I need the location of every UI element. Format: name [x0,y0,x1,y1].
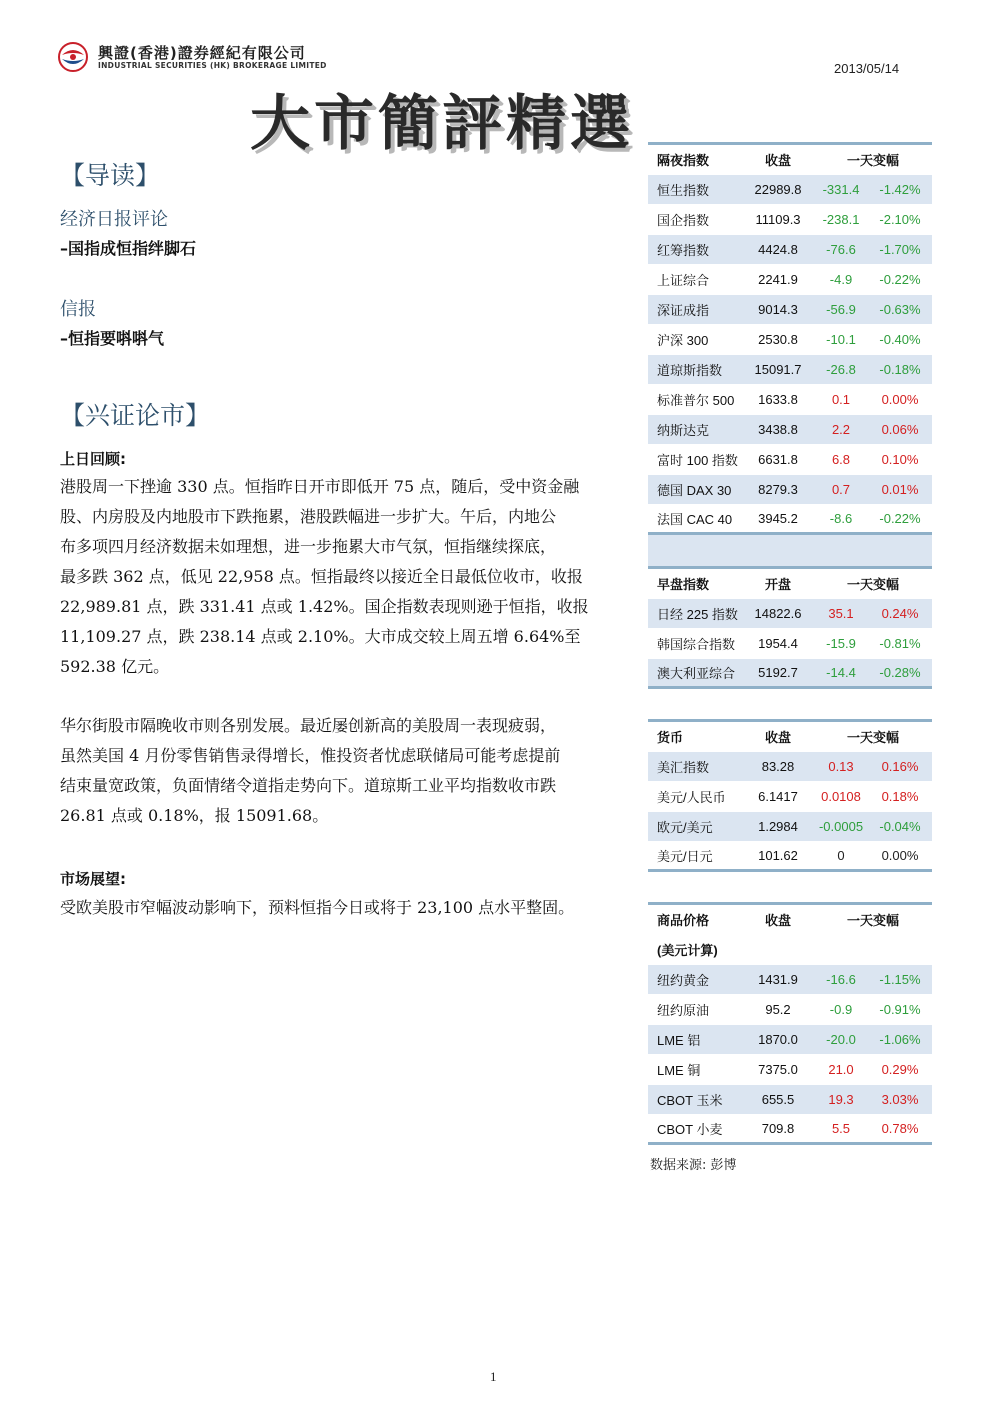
table-row [648,1085,932,1115]
row-pct: -0.63% [879,302,921,317]
header-cell: 收盘 [764,153,791,168]
row-change: 21.0 [828,1062,854,1077]
row-name: 澳大利亚综合 [657,666,736,681]
row-change: 0.13 [828,759,854,774]
row-pct: -0.18% [879,362,921,377]
row-pct: 0.29% [881,1062,919,1077]
row-change: -0.9 [829,1002,853,1017]
row-change: 0.1 [831,392,851,407]
header-cell: 早盘指数 [657,577,710,592]
row-change: -20.0 [826,1032,856,1047]
table-row [648,325,932,355]
company-logo-icon [58,42,88,72]
intro-headline-2: –恒指要唞唞气 [60,329,165,348]
row-pct: -0.22% [879,511,921,526]
header-cell: 一天变幅 [846,153,899,168]
row-close: 95.2 [765,1002,791,1017]
table-row [648,782,932,812]
row-name: CBOT 玉米 [657,1093,723,1108]
table-row [648,812,932,842]
page-title: 大市簡評精選 [250,89,634,159]
header-cell: 收盘 [764,730,791,745]
intro-headline-1: –国指成恒指绊脚石 [60,239,197,258]
commentary-heading: 【兴证论市】 [60,401,211,430]
header-cell: 商品价格 [657,913,710,928]
table-row [648,175,932,205]
row-name: 上证综合 [657,273,710,288]
row-pct: -1.15% [879,972,921,987]
row-close: 14822.6 [754,606,802,621]
row-change: 0.7 [831,482,851,497]
data-source-note: 数据来源: 彭博 [650,1158,737,1173]
row-name: 纳斯达克 [657,423,710,438]
row-pct: 0.10% [881,452,919,467]
row-name: 日经 225 指数 [657,607,738,622]
overnight-index-table [648,142,932,567]
table-row [648,965,932,995]
review-line: 11,109.27 点，跌 238.14 点或 2.10%。大市成交较上周五增 6.64%至 [60,627,581,646]
row-close: 6631.8 [758,452,798,467]
header-cell: 一天变幅 [846,913,899,928]
row-close: 3438.8 [758,422,798,437]
row-close: 6.1417 [758,789,798,804]
row-change: 0 [837,848,845,863]
header-cell: (美元计算) [657,943,718,958]
row-change: -0.0005 [818,819,864,834]
table-row [648,995,932,1025]
row-name: LME 铜 [657,1063,701,1078]
table-header [648,569,932,599]
row-name: 纽约黄金 [657,973,710,988]
row-close: 1954.4 [758,636,798,651]
review-paragraph [60,472,632,682]
row-change: 19.3 [828,1092,854,1107]
row-close: 101.62 [758,848,798,863]
intro-source-1: 经济日报评论 [60,209,168,230]
row-change: -331.4 [822,182,860,197]
row-pct: 3.03% [881,1092,919,1107]
report-date: 2013/05/14 [834,61,900,76]
row-name: 深证成指 [657,303,710,318]
table-row [648,445,932,475]
row-pct: 0.16% [881,759,919,774]
row-close: 1.2984 [758,819,798,834]
review-line: 最多跌 362 点，低见 22,958 点。恒指最终以接近全日最低位收市，收报 [60,567,583,586]
row-name: 美元/日元 [657,849,713,864]
row-pct: 0.24% [881,606,919,621]
commodity-table [648,902,932,1145]
table-row [648,475,932,505]
table-row [648,235,932,265]
company-name-en: INDUSTRIAL SECURITIES (HK) BROKERAGE LIMITED [98,61,327,70]
row-name: 法国 CAC 40 [657,512,733,527]
row-name: 沪深 300 [657,333,709,348]
row-close: 1870.0 [758,1032,798,1047]
header-cell: 一天变幅 [846,730,899,745]
currency-table [648,719,932,872]
header-cell: 开盘 [764,577,791,592]
review-line: 港股周一下挫逾 330 点。恒指昨日开市即低开 75 点，随后，受中资金融 [60,477,580,496]
row-pct: -1.42% [879,182,921,197]
row-pct: -0.40% [879,332,921,347]
row-pct: 0.78% [881,1121,919,1136]
row-close: 7375.0 [758,1062,798,1077]
table-row [648,355,932,385]
row-pct: 0.00% [881,392,919,407]
row-name: 美元/人民币 [657,790,726,805]
row-name: 红筹指数 [657,243,710,258]
row-change: -238.1 [822,212,860,227]
row-name: 国企指数 [657,213,710,228]
row-change: 35.1 [828,606,854,621]
row-change: -15.9 [826,636,856,651]
row-pct: 0.18% [881,789,919,804]
row-name: 欧元/美元 [657,820,713,835]
row-change: 0.0108 [821,789,861,804]
table-row [648,415,932,445]
table-row [648,205,932,235]
row-name: 纽约原油 [657,1003,710,1018]
row-change: -26.8 [826,362,856,377]
row-change: 5.5 [831,1121,851,1136]
row-close: 3945.2 [758,511,798,526]
table-row [648,842,932,872]
row-pct: -0.28% [879,665,921,680]
header-cell: 隔夜指数 [657,153,710,168]
table-row [648,659,932,689]
row-change: -4.9 [829,272,853,287]
row-close: 4424.8 [758,242,798,257]
table-row [648,295,932,325]
row-close: 5192.7 [758,665,798,680]
row-close: 8279.3 [758,482,798,497]
table-row [648,385,932,415]
row-name: 标准普尔 500 [657,393,735,408]
table-row [648,1025,932,1055]
review-label: 上日回顾: [60,450,126,468]
row-name: 恒生指数 [657,183,710,198]
table-subheader [648,935,932,965]
row-change: -16.6 [826,972,856,987]
table-spacer [648,535,932,567]
table-header [648,145,932,175]
row-change: -14.4 [826,665,856,680]
review-line: 22,989.81 点，跌 331.41 点或 1.42%。国企指数表现则逊于恒指，收报 [60,597,589,616]
row-close: 2241.9 [758,272,798,287]
row-close: 15091.7 [754,362,802,377]
outlook-label: 市场展望: [60,870,126,888]
us-line: 26.81 点或 0.18%，报 15091.68。 [60,806,329,825]
row-name: CBOT 小麦 [657,1122,723,1137]
row-close: 22989.8 [754,182,802,197]
us-line: 华尔街股市隔晚收市则各别发展。最近屡创新高的美股周一表现疲弱， [60,716,557,735]
intro-heading: 【导读】 [60,161,161,190]
table-row [648,629,932,659]
morning-index-table [648,566,932,689]
row-name: 韩国综合指数 [657,637,736,652]
row-close: 709.8 [761,1121,795,1136]
table-row [648,265,932,295]
row-name: 道琼斯指数 [657,363,723,378]
page-number: 1 [490,1369,497,1384]
table-row [648,505,932,535]
row-pct: -0.91% [879,1002,921,1017]
row-pct: -0.04% [879,819,921,834]
row-pct: -2.10% [879,212,921,227]
header-cell: 货币 [657,730,684,745]
row-pct: -0.81% [879,636,921,651]
review-line: 592.38 亿元。 [60,657,170,676]
row-change: -56.9 [826,302,856,317]
table-row [648,1055,932,1085]
table-header [648,905,932,935]
us-line: 虽然美国 4 月份零售销售录得增长，惟投资者忧虑联储局可能考虑提前 [60,746,561,765]
row-change: 6.8 [831,452,851,467]
row-close: 1431.9 [758,972,798,987]
header-cell: 收盘 [764,913,791,928]
us-line: 结束量宽政策，负面情绪令道指走势向下。道琼斯工业平均指数收市跌 [60,776,557,795]
table-row [648,752,932,782]
row-name: LME 铝 [657,1033,701,1048]
header-cell: 一天变幅 [846,577,899,592]
review-line: 股、内房股及内地股市下跌拖累，港股跌幅进一步扩大。午后，内地公 [60,507,557,526]
outlook-paragraph: 受欧美股市窄幅波动影响下，预料恒指今日或将于 23,100 点水平整固。 [60,898,575,917]
us-market-paragraph [60,711,632,831]
row-change: -10.1 [826,332,856,347]
row-pct: 0.00% [881,848,919,863]
review-line: 布多项四月经济数据未如理想，进一步拖累大市气氛，恒指继续探底， [60,537,557,556]
row-close: 83.28 [761,759,795,774]
row-name: 美汇指数 [657,760,710,775]
row-close: 11109.3 [755,212,801,227]
row-close: 1633.8 [758,392,798,407]
row-pct: 0.01% [881,482,919,497]
table-row [648,599,932,629]
row-pct: -0.22% [879,272,921,287]
company-name-cn: 興證(香港)證券經紀有限公司 [98,44,306,62]
row-close: 655.5 [761,1092,795,1107]
row-change: -76.6 [826,242,856,257]
table-header [648,722,932,752]
intro-source-2: 信报 [60,299,96,320]
row-change: 2.2 [831,422,851,437]
company-logo [58,40,358,74]
row-name: 德国 DAX 30 [657,483,732,498]
row-pct: -1.06% [879,1032,921,1047]
row-pct: -1.70% [879,242,921,257]
row-pct: 0.06% [881,422,919,437]
table-row [648,1115,932,1145]
row-close: 2530.8 [758,332,798,347]
row-change: -8.6 [829,511,853,526]
row-close: 9014.3 [758,302,798,317]
row-name: 富时 100 指数 [657,453,738,468]
